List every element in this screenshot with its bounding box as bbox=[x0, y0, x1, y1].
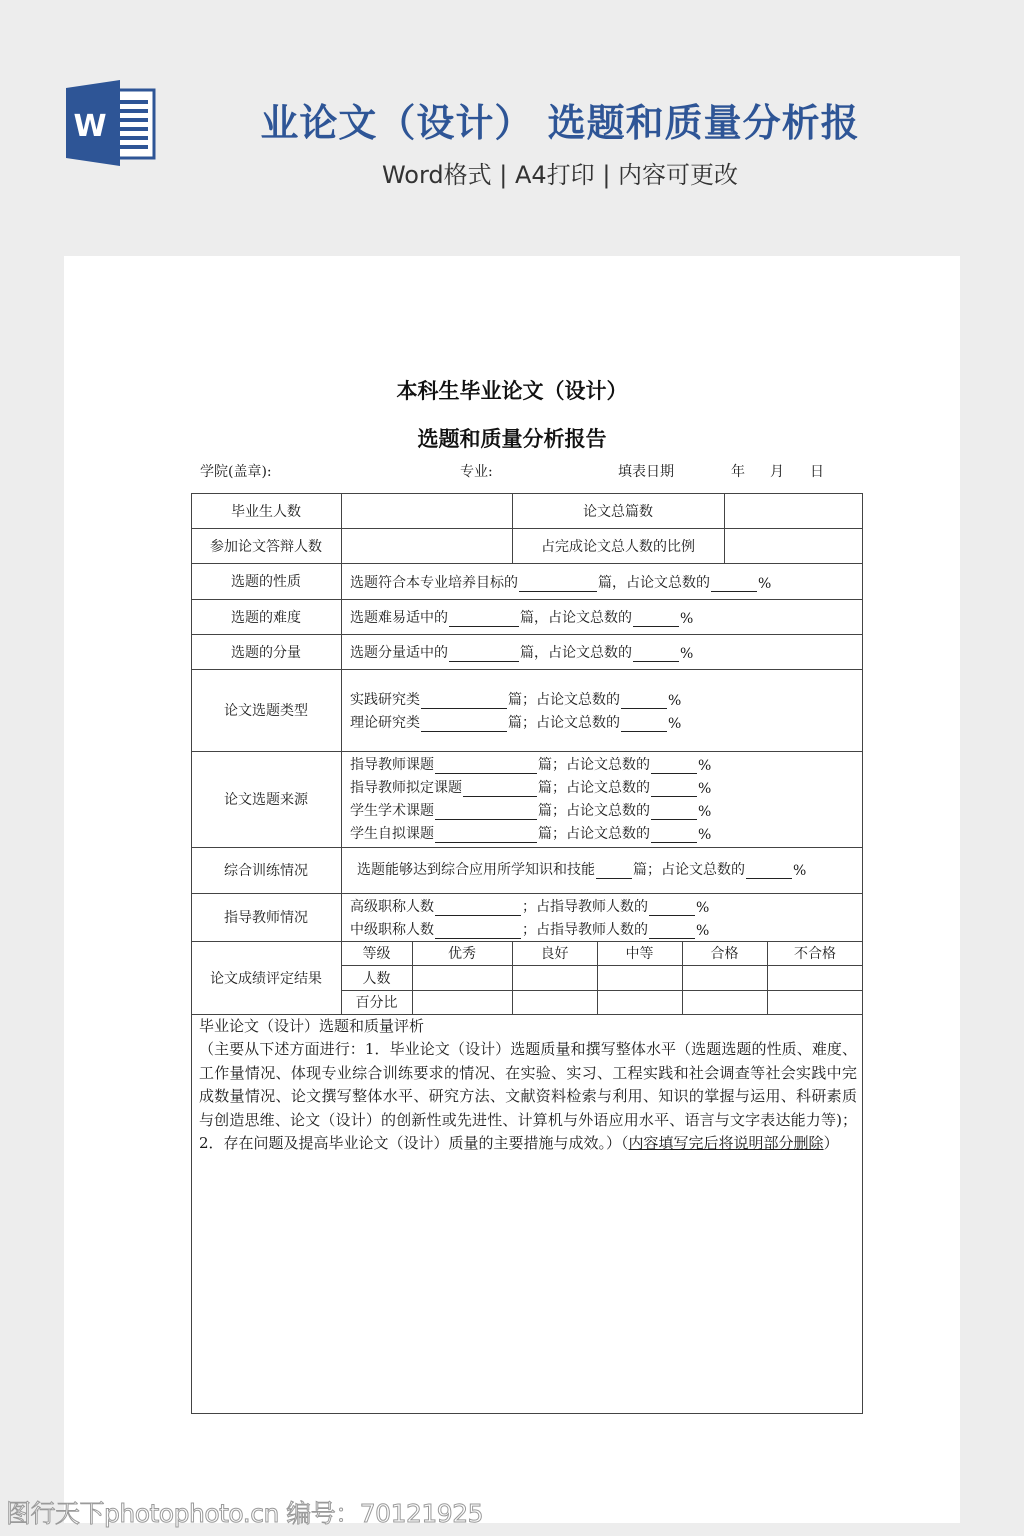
advisors-label: 指导教师情况 bbox=[224, 910, 308, 926]
day-label: 日 bbox=[810, 464, 824, 480]
source-line bbox=[350, 820, 711, 843]
advisors-line bbox=[350, 893, 709, 916]
source-line bbox=[350, 751, 711, 774]
difficulty-line bbox=[350, 604, 693, 627]
percent-blank[interactable] bbox=[651, 805, 697, 820]
source-line bbox=[350, 774, 711, 797]
count-blank[interactable] bbox=[435, 828, 537, 843]
line-text: 篇；占论文总数的 bbox=[538, 803, 650, 819]
defense-label: 参加论文答辩人数 bbox=[210, 538, 322, 555]
grade-count-good[interactable] bbox=[513, 966, 597, 990]
count-blank[interactable] bbox=[421, 694, 507, 709]
nature-label: 选题的性质 bbox=[231, 574, 301, 590]
grade-count-pass[interactable] bbox=[683, 966, 767, 990]
graduates-label: 毕业生人数 bbox=[231, 503, 301, 520]
line-text: 篇；占论文总数的 bbox=[538, 826, 650, 842]
percent-sign: % bbox=[668, 693, 682, 709]
line-text: 篇；占论文总数的 bbox=[508, 715, 620, 731]
percent-sign: % bbox=[758, 576, 772, 592]
college-label: 学院(盖章): bbox=[200, 464, 272, 480]
percent-sign: % bbox=[698, 781, 712, 797]
percent-blank[interactable] bbox=[649, 924, 695, 939]
line-text: 篇；占论文总数的 bbox=[633, 862, 745, 878]
word-document-icon bbox=[64, 80, 156, 166]
percent-blank[interactable] bbox=[651, 828, 697, 843]
line-text: 选题符合本专业培养目标的 bbox=[350, 575, 518, 591]
percent-sign: % bbox=[696, 923, 710, 939]
percent-sign: % bbox=[793, 863, 807, 879]
source-label: 论文选题来源 bbox=[224, 792, 308, 808]
grade-count-excellent[interactable] bbox=[413, 966, 512, 990]
percent-blank[interactable] bbox=[621, 717, 667, 732]
line-text: 篇；占论文总数的 bbox=[538, 780, 650, 796]
line-text: 指导教师课题 bbox=[350, 757, 434, 773]
percent-blank[interactable] bbox=[746, 864, 792, 879]
advisors-line bbox=[350, 916, 709, 939]
percent-blank[interactable] bbox=[651, 759, 697, 774]
grade-level-medium: 中等 bbox=[625, 946, 654, 962]
percent-blank[interactable] bbox=[621, 694, 667, 709]
grade-row-header-percent: 百分比 bbox=[355, 995, 398, 1011]
training-label: 综合训练情况 bbox=[224, 863, 308, 879]
type-line bbox=[350, 686, 681, 709]
grade-count-fail[interactable] bbox=[768, 966, 862, 990]
percent-blank[interactable] bbox=[649, 901, 695, 916]
source-lines bbox=[341, 751, 711, 843]
graduates-value[interactable] bbox=[342, 494, 512, 528]
line-text: 学生学术课题 bbox=[350, 803, 434, 819]
year-label: 年 bbox=[731, 464, 745, 480]
ratio-value[interactable] bbox=[725, 529, 862, 563]
count-blank[interactable] bbox=[421, 717, 507, 732]
line-text: 高级职称人数 bbox=[350, 899, 434, 915]
line-text: 选题分量适中的 bbox=[350, 645, 448, 661]
document-subtitle: 选题和质量分析报告 bbox=[417, 426, 607, 451]
line-text: 篇，占论文总数的 bbox=[520, 645, 632, 661]
banner-subtitle: Word格式 | A4打印 | 内容可更改 bbox=[381, 161, 739, 189]
grade-percent-good[interactable] bbox=[513, 991, 597, 1014]
major-label: 专业: bbox=[460, 464, 493, 480]
evaluation-instructions bbox=[199, 1038, 857, 1155]
grade-percent-excellent[interactable] bbox=[413, 991, 512, 1014]
grade-row-header-count: 人数 bbox=[362, 970, 391, 987]
type-label: 论文选题类型 bbox=[224, 703, 308, 719]
grade-level-excellent: 优秀 bbox=[448, 946, 476, 962]
line-text: 篇，占论文总数的 bbox=[520, 610, 632, 626]
grades-label: 论文成绩评定结果 bbox=[210, 970, 322, 987]
percent-sign: % bbox=[680, 646, 694, 662]
percent-sign: % bbox=[668, 716, 682, 732]
line-text: 指导教师拟定课题 bbox=[350, 780, 462, 796]
count-blank[interactable] bbox=[435, 805, 537, 820]
workload-line bbox=[350, 639, 693, 662]
line-text: 篇；占论文总数的 bbox=[538, 757, 650, 773]
workload-label: 选题的分量 bbox=[231, 644, 301, 661]
grade-percent-fail[interactable] bbox=[768, 991, 862, 1014]
grade-count-medium[interactable] bbox=[598, 966, 682, 990]
nature-line bbox=[350, 569, 771, 592]
line-text: 篇，占论文总数的 bbox=[598, 575, 710, 591]
nature-lines bbox=[341, 569, 771, 592]
type-lines bbox=[341, 686, 681, 732]
ratio-label: 占完成论文总人数的比例 bbox=[541, 538, 695, 555]
difficulty-lines bbox=[341, 604, 693, 627]
line-text: ；占指导教师人数的 bbox=[522, 922, 648, 938]
banner-title: 业论文（设计） 选题和质量分析报 bbox=[260, 101, 860, 145]
count-blank[interactable] bbox=[519, 577, 597, 592]
evaluation-section[interactable] bbox=[199, 1015, 857, 1155]
training-lines bbox=[341, 856, 806, 879]
advisors-lines bbox=[341, 893, 709, 939]
evaluation-close: ） bbox=[823, 1134, 839, 1153]
grade-percent-pass[interactable] bbox=[683, 991, 767, 1014]
count-blank[interactable] bbox=[435, 924, 521, 939]
percent-sign: % bbox=[698, 827, 712, 843]
line-text: 学生自拟课题 bbox=[350, 826, 434, 842]
line-text: ；占指导教师人数的 bbox=[522, 899, 648, 915]
evaluation-heading: 毕业论文（设计）选题和质量评析 bbox=[199, 1017, 425, 1035]
workload-lines bbox=[341, 639, 693, 662]
count-blank[interactable] bbox=[596, 864, 632, 879]
grade-row-header-level: 等级 bbox=[362, 946, 391, 962]
grade-percent-medium[interactable] bbox=[598, 991, 682, 1014]
count-blank[interactable] bbox=[463, 782, 537, 797]
type-line bbox=[350, 709, 681, 732]
line-text: 实践研究类 bbox=[350, 692, 420, 708]
source-line bbox=[350, 797, 711, 820]
percent-sign: % bbox=[680, 611, 694, 627]
line-text: 理论研究类 bbox=[350, 715, 420, 731]
line-text: 选题能够达到综合应用所学知识和技能 bbox=[357, 862, 595, 878]
count-blank[interactable] bbox=[449, 647, 519, 662]
percent-sign: % bbox=[698, 758, 712, 774]
total-papers-label: 论文总篇数 bbox=[583, 503, 653, 520]
count-blank[interactable] bbox=[435, 901, 521, 916]
grade-level-fail: 不合格 bbox=[794, 946, 836, 962]
defense-value[interactable] bbox=[342, 529, 512, 563]
percent-sign: % bbox=[696, 900, 710, 916]
evaluation-note: 内容填写完后将说明部分删除 bbox=[628, 1134, 824, 1153]
total-papers-value[interactable] bbox=[725, 494, 862, 528]
word-icon-letter: W bbox=[73, 109, 107, 144]
percent-blank[interactable] bbox=[633, 647, 679, 662]
evaluation-body: （主要从下述方面进行：1．毕业论文（设计）选题质量和撰写整体水平（选题选题的性质、难度、工作量情况、体现专业综合训练要求的情况、在实验、实习、工程实践和社会调查等社会实践中完成数量情况、论文撰写整体水平、研究方法、文献资料检索与利用、知识的掌握与运用、科研素质与创造思维、论文（设计）的创新性或先进性、计算机与外语应用水平、语言与文字表达能力等)；2．存在问题及提高毕业论文（设计）质量的主要措施与成效。）（ bbox=[199, 1040, 857, 1153]
difficulty-label: 选题的难度 bbox=[231, 609, 301, 626]
count-blank[interactable] bbox=[449, 612, 519, 627]
grade-level-pass: 合格 bbox=[710, 946, 739, 962]
percent-sign: % bbox=[698, 804, 712, 820]
count-blank[interactable] bbox=[435, 759, 537, 774]
percent-blank[interactable] bbox=[633, 612, 679, 627]
percent-blank[interactable] bbox=[711, 577, 757, 592]
fill-date-label: 填表日期 bbox=[618, 464, 674, 480]
line-text: 选题难易适中的 bbox=[350, 610, 448, 626]
month-label: 月 bbox=[770, 464, 784, 480]
percent-blank[interactable] bbox=[651, 782, 697, 797]
document-title: 本科生毕业论文（设计） bbox=[396, 378, 628, 403]
watermark: 图行天下photophoto.cn 编号：70121925 bbox=[6, 1499, 484, 1528]
training-line bbox=[357, 856, 806, 879]
line-text: 中级职称人数 bbox=[350, 922, 434, 938]
grade-level-good: 良好 bbox=[540, 946, 569, 962]
line-text: 篇；占论文总数的 bbox=[508, 692, 620, 708]
